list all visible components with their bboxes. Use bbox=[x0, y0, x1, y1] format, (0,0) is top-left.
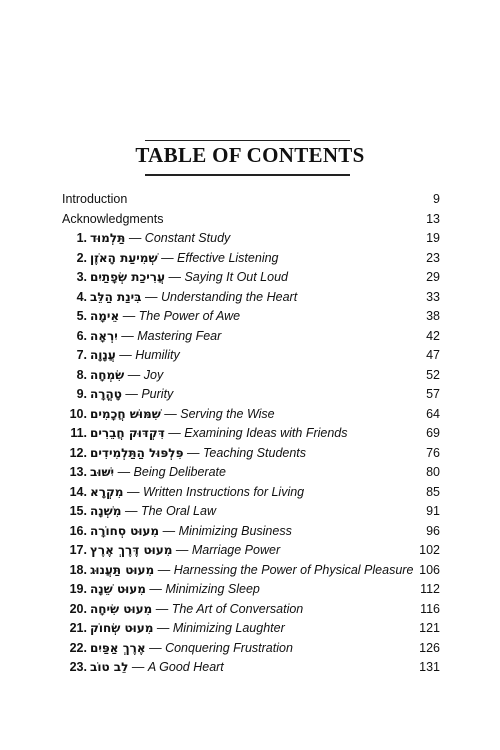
chapter-hebrew-title: מִעוּט סְחוֹרָה bbox=[90, 523, 160, 538]
toc-chapter-heading bbox=[62, 600, 303, 620]
toc-chapter-entry[interactable] bbox=[62, 424, 440, 444]
toc-chapter-entry[interactable] bbox=[62, 385, 440, 405]
toc-chapter-entry[interactable] bbox=[62, 249, 440, 269]
toc-chapter-entry[interactable] bbox=[62, 444, 440, 464]
toc-chapter-heading bbox=[62, 580, 260, 600]
title-separator: — bbox=[164, 406, 177, 421]
chapter-hebrew-title: יִרְאָה bbox=[90, 328, 118, 343]
title-separator: — bbox=[186, 445, 200, 460]
chapter-english-title: Minimizing Sleep bbox=[165, 582, 260, 596]
chapter-hebrew-title: בִּינַת הַלֵּב bbox=[90, 289, 142, 304]
chapter-hebrew-title: עֲנָוָה bbox=[90, 348, 116, 362]
chapter-number: 12. bbox=[69, 445, 87, 460]
chapter-english-title: Saying It Out Loud bbox=[184, 270, 288, 284]
chapter-english-title: Conquering Frustration bbox=[165, 640, 293, 655]
toc-page-number: 52 bbox=[426, 367, 440, 382]
toc-chapter-heading bbox=[62, 288, 297, 308]
chapter-english-title: Joy bbox=[143, 367, 164, 382]
toc-chapter-heading bbox=[62, 502, 216, 522]
chapter-english-title: Understanding the Heart bbox=[160, 289, 298, 304]
chapter-number: 7. bbox=[76, 348, 87, 362]
chapter-number: 4. bbox=[76, 289, 87, 304]
toc-entry-acknowledgments[interactable] bbox=[62, 210, 440, 230]
toc-page-number: 131 bbox=[419, 660, 440, 674]
chapter-number: 14. bbox=[69, 484, 87, 499]
chapter-hebrew-title: מִעוּט תַּעֲנוּג bbox=[90, 562, 155, 577]
toc-chapter-entry[interactable] bbox=[62, 405, 440, 425]
chapter-hebrew-title: עֲרִיכַת שְׂפָתַיִם bbox=[90, 270, 165, 284]
chapter-hebrew-title: שִׁמּוּשׁ חֲכָמִים bbox=[90, 406, 161, 421]
toc-page-number: 69 bbox=[426, 426, 440, 440]
chapter-hebrew-title: שִׂמְחָה bbox=[90, 367, 125, 382]
toc-page-number: 42 bbox=[426, 328, 440, 343]
chapter-english-title: Marriage Power bbox=[191, 543, 281, 557]
toc-chapter-heading bbox=[62, 522, 292, 542]
chapter-hebrew-title: מִשְׁנָה bbox=[90, 504, 122, 518]
title-separator: — bbox=[155, 601, 169, 616]
chapter-number: 22. bbox=[69, 640, 87, 655]
title-rule-bottom bbox=[145, 174, 350, 176]
toc-chapter-heading bbox=[62, 541, 280, 561]
toc-page-number: 64 bbox=[426, 406, 440, 421]
chapter-english-title: Constant Study bbox=[144, 231, 231, 245]
toc-chapter-heading bbox=[62, 405, 275, 425]
chapter-hebrew-title: תַּלְמוּד bbox=[90, 231, 126, 245]
chapter-hebrew-title: דִּקְדּוּק חֲבֵרִים bbox=[90, 426, 165, 440]
chapter-hebrew-title: יִשּׁוּב bbox=[90, 465, 115, 479]
toc-chapter-entry[interactable] bbox=[62, 327, 440, 347]
chapter-english-title: Purity bbox=[141, 387, 174, 401]
title-separator: — bbox=[127, 367, 141, 382]
chapter-english-title: Humility bbox=[135, 348, 180, 362]
title-separator: — bbox=[144, 289, 158, 304]
toc-chapter-entry[interactable] bbox=[62, 268, 440, 288]
toc-page-number: 106 bbox=[419, 562, 440, 577]
chapter-english-title: Written Instructions for Living bbox=[142, 484, 305, 499]
chapter-english-title: Harnessing the Power of Physical Pleasure bbox=[173, 562, 414, 577]
page-title: TABLE OF CONTENTS bbox=[135, 143, 365, 167]
toc-chapter-heading bbox=[62, 424, 348, 444]
chapter-hebrew-title: מִקְרָא bbox=[90, 484, 124, 499]
toc-chapter-entry[interactable] bbox=[62, 658, 440, 678]
chapter-hebrew-title: אֵימָה bbox=[90, 309, 120, 323]
toc-chapter-heading bbox=[62, 366, 163, 386]
toc-page-number: 85 bbox=[426, 484, 440, 499]
toc-page-number: 9 bbox=[433, 192, 440, 206]
toc-chapter-entry[interactable] bbox=[62, 502, 440, 522]
chapter-hebrew-title: שְׁמִיעַת הָאֹזֶן bbox=[90, 250, 158, 265]
toc-page-number: 126 bbox=[419, 640, 440, 655]
title-separator: — bbox=[121, 328, 134, 343]
toc-chapter-heading bbox=[62, 619, 285, 639]
chapter-english-title: Being Deliberate bbox=[133, 465, 226, 479]
toc-page-number: 38 bbox=[426, 309, 440, 323]
chapter-number: 20. bbox=[69, 601, 87, 616]
title-separator: — bbox=[168, 426, 181, 440]
title-separator: — bbox=[125, 387, 138, 401]
toc-page-number: 57 bbox=[426, 387, 440, 401]
toc-chapter-heading bbox=[62, 561, 413, 581]
title-separator: — bbox=[162, 523, 176, 538]
title-separator: — bbox=[126, 484, 140, 499]
toc-chapter-entry[interactable] bbox=[62, 463, 440, 483]
toc-chapter-heading bbox=[62, 268, 288, 288]
toc-chapter-entry[interactable] bbox=[62, 561, 440, 581]
toc-chapter-heading bbox=[62, 444, 306, 464]
chapter-number: 8. bbox=[76, 367, 87, 382]
chapter-number: 23. bbox=[69, 660, 87, 674]
chapter-number: 17. bbox=[69, 543, 87, 557]
chapter-english-title: Minimizing Business bbox=[178, 523, 292, 538]
title-separator: — bbox=[149, 640, 162, 655]
chapter-english-title: The Art of Conversation bbox=[171, 601, 304, 616]
toc-page-number: 47 bbox=[426, 348, 440, 362]
toc-chapter-entry[interactable] bbox=[62, 307, 440, 327]
toc-chapter-heading bbox=[62, 658, 224, 678]
chapter-number: 21. bbox=[69, 621, 87, 635]
chapter-number: 1. bbox=[76, 231, 87, 245]
toc-page-number: 102 bbox=[419, 543, 440, 557]
toc-chapter-entry[interactable] bbox=[62, 288, 440, 308]
toc-page-number: 76 bbox=[426, 445, 440, 460]
chapter-english-title: Mastering Fear bbox=[137, 328, 222, 343]
toc-chapter-heading bbox=[62, 463, 226, 483]
toc-page-number: 13 bbox=[426, 211, 440, 226]
chapter-number: 5. bbox=[76, 309, 87, 323]
toc-chapter-entry[interactable] bbox=[62, 541, 440, 561]
toc-chapter-heading bbox=[62, 229, 230, 249]
toc-page-number: 19 bbox=[426, 231, 440, 245]
toc-page-number: 29 bbox=[426, 270, 440, 284]
toc-chapter-entry[interactable] bbox=[62, 229, 440, 249]
toc-page-number: 116 bbox=[420, 601, 440, 616]
title-separator: — bbox=[149, 582, 162, 596]
toc-page-number: 121 bbox=[419, 621, 440, 635]
title-separator: — bbox=[117, 465, 131, 479]
chapter-hebrew-title: אֶרֶךְ אַפַּיִם bbox=[90, 640, 146, 655]
toc-page-number: 91 bbox=[426, 504, 440, 518]
title-rule-top bbox=[145, 140, 350, 141]
toc-entry-label: Acknowledgments bbox=[62, 211, 164, 226]
chapter-english-title: A Good Heart bbox=[147, 660, 224, 674]
toc-page-number: 96 bbox=[426, 523, 440, 538]
title-separator: — bbox=[161, 250, 174, 265]
title-separator: — bbox=[122, 309, 136, 323]
chapter-english-title: Minimizing Laughter bbox=[172, 621, 285, 635]
title-separator: — bbox=[175, 543, 189, 557]
toc-chapter-heading bbox=[62, 307, 240, 327]
toc-chapter-entry[interactable] bbox=[62, 346, 440, 366]
title-separator: — bbox=[124, 504, 138, 518]
chapter-english-title: The Oral Law bbox=[140, 504, 216, 518]
chapter-hebrew-title: טָהֳרָה bbox=[90, 387, 122, 401]
title-separator: — bbox=[157, 562, 171, 577]
toc-chapter-entry[interactable] bbox=[62, 600, 440, 620]
toc-chapter-heading bbox=[62, 639, 293, 659]
chapter-english-title: Serving the Wise bbox=[180, 406, 275, 421]
chapter-number: 18. bbox=[69, 562, 87, 577]
chapter-english-title: Effective Listening bbox=[177, 250, 279, 265]
chapter-number: 19. bbox=[69, 582, 87, 596]
title-separator: — bbox=[168, 270, 181, 284]
chapter-number: 13. bbox=[69, 465, 87, 479]
toc-entry-introduction[interactable] bbox=[62, 190, 440, 210]
toc-chapter-entry[interactable] bbox=[62, 483, 440, 503]
table-of-contents bbox=[62, 190, 440, 678]
chapter-hebrew-title: לֵב טוֹב bbox=[90, 660, 129, 674]
title-separator: — bbox=[128, 231, 142, 245]
title-separator: — bbox=[119, 348, 132, 362]
toc-chapter-heading bbox=[62, 483, 304, 503]
chapter-hebrew-title: מִעוּט דֶּרֶךְ אֶרֶץ bbox=[90, 543, 173, 557]
chapter-number: 2. bbox=[76, 250, 87, 265]
chapter-hebrew-title: מִעוּט שְׂחוֹק bbox=[90, 621, 154, 635]
toc-page-number: 23 bbox=[426, 250, 440, 265]
title-separator: — bbox=[131, 660, 145, 674]
toc-entry-label: Introduction bbox=[62, 192, 128, 206]
chapter-number: 6. bbox=[76, 328, 87, 343]
toc-chapter-heading bbox=[62, 249, 279, 269]
chapter-english-title: Examining Ideas with Friends bbox=[184, 426, 348, 440]
toc-page-number: 80 bbox=[426, 465, 440, 479]
toc-chapter-entry[interactable] bbox=[62, 619, 440, 639]
chapter-number: 10. bbox=[69, 406, 87, 421]
chapter-number: 11. bbox=[70, 426, 87, 440]
chapter-english-title: The Power of Awe bbox=[138, 309, 241, 323]
toc-chapter-heading bbox=[62, 385, 173, 405]
toc-chapter-heading bbox=[62, 327, 221, 347]
toc-chapter-entry[interactable] bbox=[62, 366, 440, 386]
toc-chapter-entry[interactable] bbox=[62, 639, 440, 659]
chapter-hebrew-title: פִּלְפּוּל הַתַּלְמִידִים bbox=[90, 445, 184, 460]
chapter-number: 16. bbox=[69, 523, 87, 538]
toc-chapter-heading bbox=[62, 346, 180, 366]
chapter-hebrew-title: מִעוּט שֵׁנָה bbox=[90, 582, 146, 596]
toc-chapter-entry[interactable] bbox=[62, 580, 440, 600]
title-separator: — bbox=[156, 621, 170, 635]
chapter-number: 15. bbox=[69, 504, 87, 518]
chapter-number: 3. bbox=[76, 270, 87, 284]
toc-page-number: 33 bbox=[426, 289, 440, 304]
toc-page-number: 112 bbox=[420, 582, 440, 596]
chapter-hebrew-title: מִעוּט שִׂיחָה bbox=[90, 601, 153, 616]
chapter-english-title: Teaching Students bbox=[202, 445, 307, 460]
toc-chapter-entry[interactable] bbox=[62, 522, 440, 542]
chapter-number: 9. bbox=[76, 387, 87, 401]
